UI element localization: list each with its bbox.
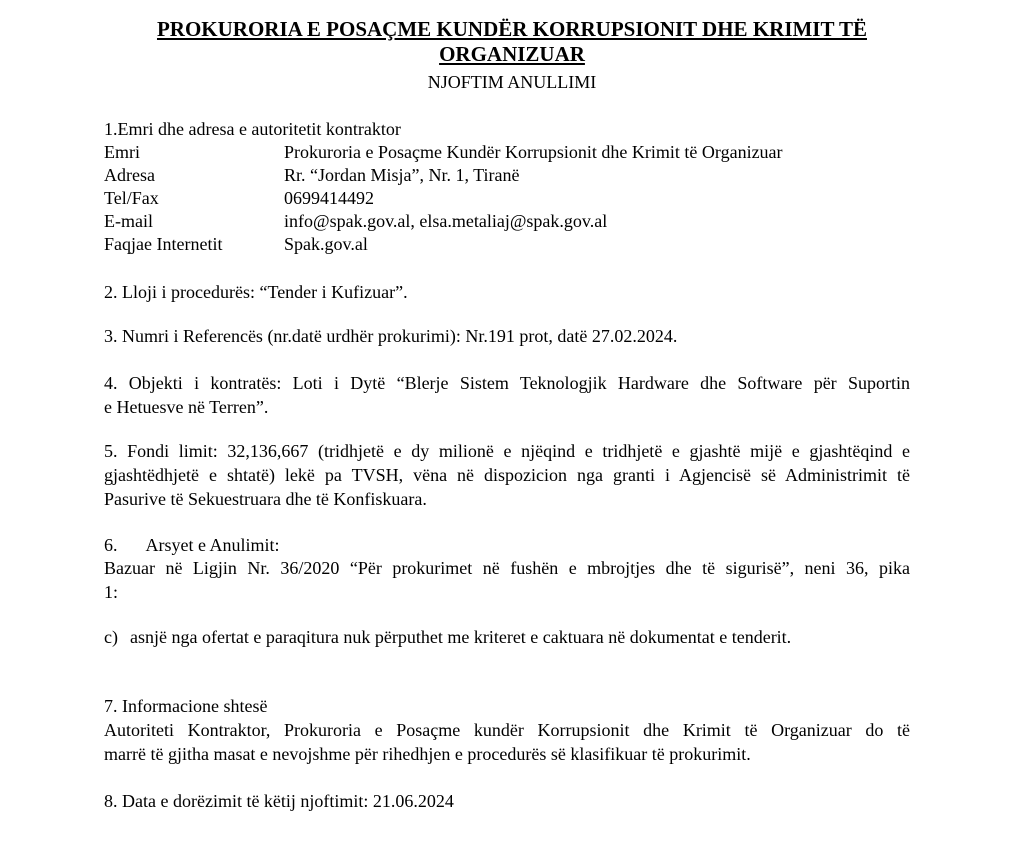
section-4-line-1: 4. Objekti i kontratës: Loti i Dytë “Blerje Sistem Teknologjik Hardware dhe Software për Suportin (104, 373, 910, 393)
section-5-line-1: 5. Fondi limit: 32,136,667 (tridhjetë e dy milionë e njëqind e tridhjetë e gjashtë mijë e gjashtëqind e (104, 441, 910, 461)
section-7-heading: 7. Informacione shtesë (104, 696, 268, 716)
section-8-date: 8. Data e dorëzimit të këtij njoftimit: 21.06.2024 (104, 791, 454, 811)
section-4-line-2: e Hetuesve në Terren”. (104, 397, 269, 417)
section-2-procedure: 2. Lloji i procedurës: “Tender i Kufizuar”. (104, 282, 408, 302)
section-3-reference: 3. Numri i Referencës (nr.datë urdhër prokurimi): Nr.191 prot, datë 27.02.2024. (104, 326, 678, 346)
section-6-title: Arsyet e Anulimit: (145, 535, 280, 555)
contact-value: info@spak.gov.al, elsa.metaliaj@spak.gov.al (284, 211, 608, 231)
section-6-heading (104, 534, 280, 556)
section-7-line-1: Autoriteti Kontraktor, Prokuroria e Posaçme kundër Korrupsionit dhe Krimit të Organizuar do të (104, 720, 910, 740)
section-1-heading: 1.Emri dhe adresa e autoritetit kontraktor (104, 119, 401, 139)
list-item (104, 626, 791, 648)
section-7-line-2: marrë të gjitha masat e nevojshme për rihedhjen e procedurës së klasifikuar të prokurimit. (104, 744, 751, 764)
section-5-line-2: gjashtëdhjetë e shtatë) lekë pa TVSH, vëna në dispozicion nga granti i Agjencisë së Administrimit të (104, 465, 910, 485)
contact-label: Emri (104, 142, 140, 162)
section-6-line-1: Bazuar në Ligjin Nr. 36/2020 “Për prokurimet në fushën e mbrojtjes dhe të sigurisë”, neni 36, pika (104, 558, 910, 578)
section-6-number: 6. (104, 535, 118, 555)
list-item-text: asnjë nga ofertat e paraqitura nuk përputhet me kriteret e caktuara në dokumentat e tenderit. (129, 627, 792, 647)
contact-value: 0699414492 (284, 188, 374, 208)
contact-row (104, 233, 368, 255)
contact-label: E-mail (104, 211, 153, 231)
document-title: PROKURORIA E POSAÇME KUNDËR KORRUPSIONIT DHE KRIMIT TË ORGANIZUAR (156, 17, 867, 66)
document-subtitle: NJOFTIM ANULLIMI (427, 72, 597, 92)
contact-value: Spak.gov.al (284, 234, 368, 254)
contact-value: Prokuroria e Posaçme Kundër Korrupsionit dhe Krimit të Organizuar (284, 142, 783, 162)
section-6-line-2: 1: (104, 582, 119, 602)
contact-row (104, 210, 607, 232)
section-5-line-3: Pasurive të Sekuestruara dhe të Konfiskuara. (104, 489, 427, 509)
contact-row (104, 141, 783, 163)
contact-row (104, 187, 374, 209)
contact-label: Adresa (104, 165, 155, 185)
contact-row (104, 164, 520, 186)
contact-label: Tel/Fax (104, 188, 159, 208)
list-item-marker: c) (104, 627, 118, 647)
contact-label: Faqjae Internetit (104, 234, 223, 254)
contact-value: Rr. “Jordan Misja”, Nr. 1, Tiranë (284, 165, 520, 185)
